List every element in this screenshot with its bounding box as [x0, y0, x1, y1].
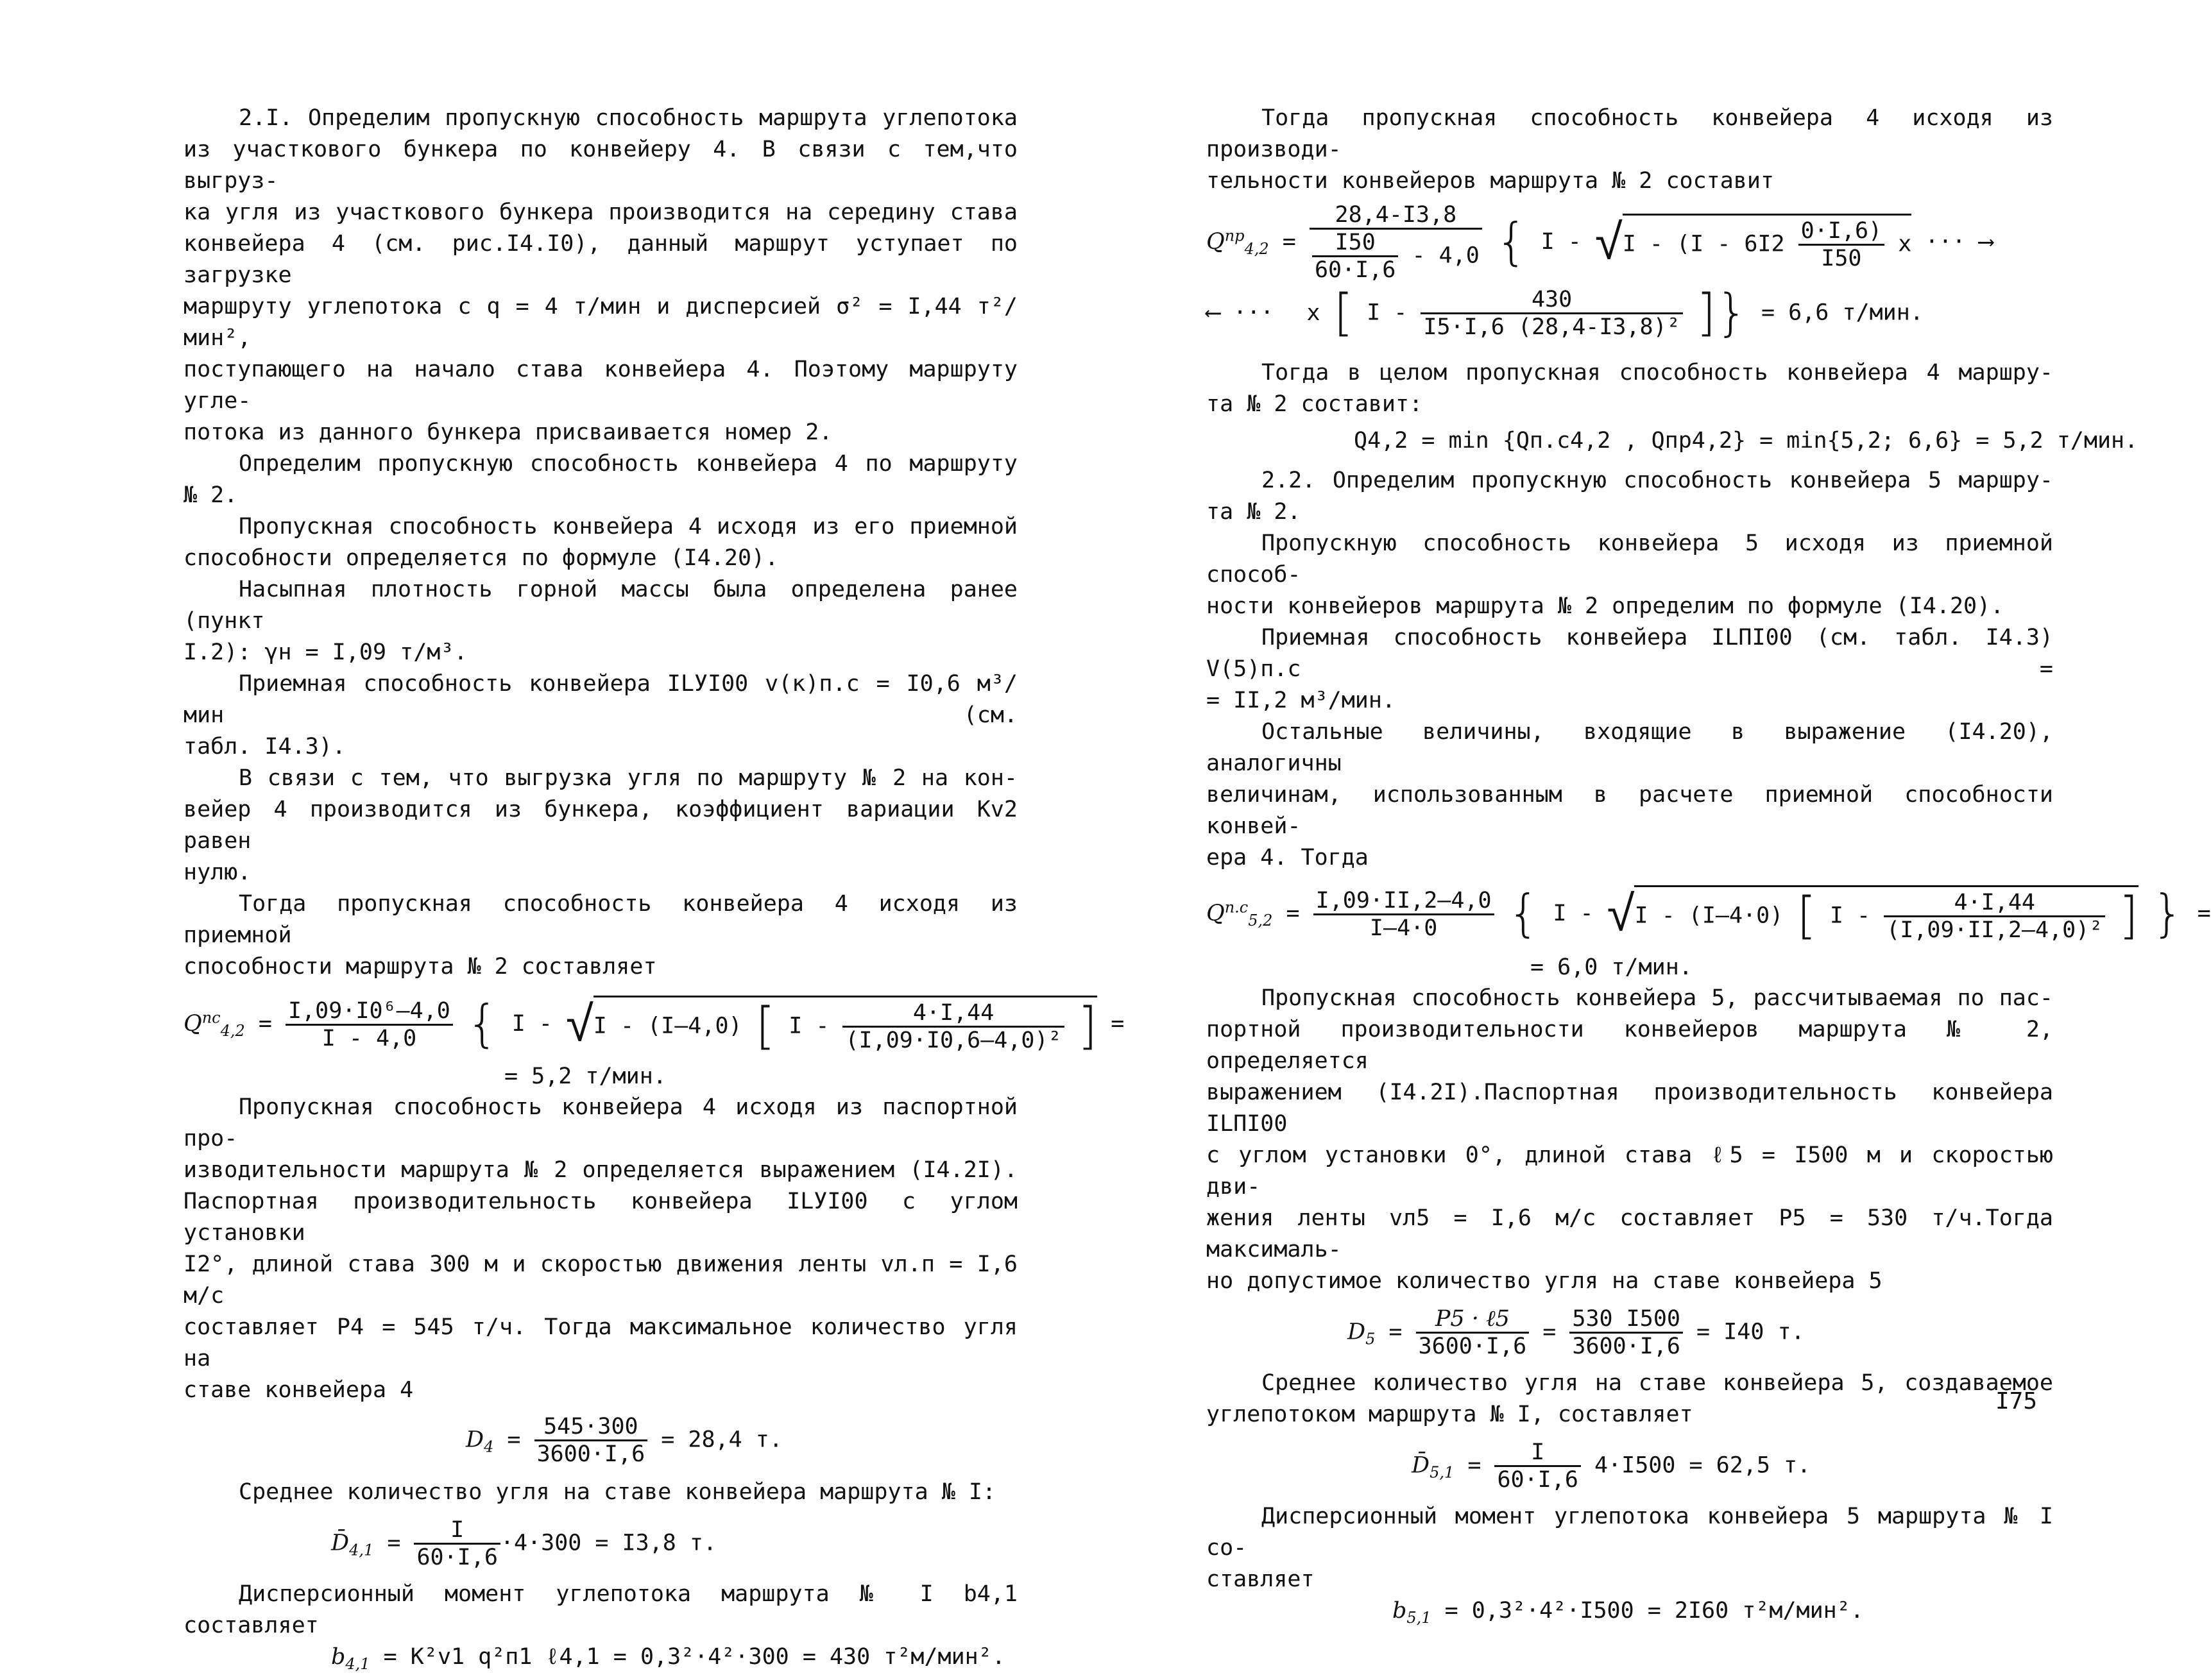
formula-b41: $b_{4,1} = K^2v1$ q²п1 ℓ4,1 = 0,3²·4²·300 = 430 т²м/мин².	[331, 1644, 1005, 1673]
left-para-priem-cap: Приемная способность конвейера ILУI00 v(к)п.с = I0,6 м³/мин (см. табл. I4.3).	[184, 671, 1018, 759]
right-para-then: Тогда пропускная способность конвейера 4 исходя из производи- тельности конвейеров маршрута № 2 составит	[1206, 105, 2053, 194]
formula-d4: $D_4$ = $\frac{545\cdot 300}{3600\cdot I,6}$ = 28,4 т.	[466, 1414, 783, 1467]
left-para-density: Насыпная плотность горной массы была определена ранее (пункт I.2): γн = I,09 т/м³.	[184, 577, 1018, 665]
formula-q42-pc: $Q^{пс}_{4,2}$ = $\frac{\text{I,09·I0⁶–4,0}}{I - 4,0}$ { I - √I - (I–4,0) [ I - $\frac{4\cdot I,44}{\text{(I,09·I0,6–4,0)²}}$ ] = = 5,2 т/мин.	[184, 983, 1018, 1092]
right-para-5-cap: Приемная способность конвейера ILПI00 (см. табл. I4.3) V(5)п.с = = II,2 м³/мин.	[1206, 625, 2053, 713]
continuation-arrow: ··· ⟶	[1925, 229, 1993, 255]
formula-d51: $D̄_{5,1}$ = $\frac{I}{60\cdot I,6}$ 4·I500 = 62,5 т.	[1412, 1439, 1811, 1493]
left-para-2-1: 2.I. Определим пропускную способность маршрута углепотока из участкового бункера по конвейеру 4. В связи с тем,что выгруз- ка угля из участкового бункера производится на середину става конвейера 4 (см. рис.I4.I0), данный маршрут уступает по загрузке маршруту углепотока с q = 4 т/мин и дисперсией σ² = I,44 т²/мин², поступающего на начало става конвейера 4. Поэтому маршруту угле- потока из данного бункера присваивается номер 2.	[184, 105, 1018, 445]
formula1-radical: I - (I–4,0) [ I - $\frac{4\cdot I,44}{\text{(I,09·I0,6–4,0)²}}$ ]	[593, 996, 1097, 1053]
formula-b51: $b_{5,1} = 0,3^2\cdot 4^2\cdot I500 = 2I60$ т²м/мин².	[1392, 1598, 1864, 1627]
right-para-5-priem: Пропускную способность конвейера 5 исходя из приемной способ- ности конвейеров маршрута № 2 определим по формуле (I4.20).	[1206, 530, 2053, 619]
formula-q52-pc: $Q^{п.с}_{5,2}$ = $\frac{I,09\cdot II,2-4,0}{I-4\cdot 0}$ { I - √I - (I–4·0) [ I - $\frac{4\cdot I,44}{\text{(I,09·II,2–4,0)²}}$ ] } = = 6,0 т/мин.	[1206, 874, 2053, 983]
formula-d41: $D̄_{4,1}$ = $\frac{I}{60\cdot I,6}$ ·4·300 = I3,8 т.	[331, 1517, 717, 1570]
continuation-arrow-back: ⟵ ···	[1206, 300, 1274, 326]
right-para-mean: Среднее количество угля на ставе конвейера 5, создаваемое углепотоком маршрута № I, составляет	[1206, 1370, 2053, 1427]
right-para-5-passport: Пропускная способность конвейера 5, рассчитываемая по пас- портной производительности конвейеров маршрута № 2, определяется выражением (I4.2I).Паспортная производительность конвейера ILПI00 с углом установки 0°, длиной става ℓ5 = I500 м и скоростью дви- жения ленты vл5 = I,6 м/с составляет P5 = 530 т/ч.Тогда максималь- но допустимое количество угля на ставе конвейера 5	[1206, 985, 2053, 1294]
formula-d5: $D_5$ = $\frac{\text{P5 · ℓ5}}{3600\cdot I,6}$ = $\frac{530 I500}{3600\cdot I,6}$ = I40 т.	[1347, 1306, 1805, 1359]
left-para-variation: В связи с тем, что выгрузка угля по маршруту № 2 на кон- вейер 4 производится из бункера, коэффициент вариации Kv2 равен нулю.	[184, 765, 1018, 885]
left-para-define: Определим пропускную способность конвейера 4 по маршруту № 2.	[184, 451, 1018, 508]
right-para-disp: Дисперсионный момент углепотока конвейера 5 маршрута № I со- ставляет	[1206, 1504, 2053, 1592]
page-number: I75	[1995, 1388, 2038, 1414]
formula2-main-fraction: 28,4-I3,8 $\frac{I50}{60\cdot I,6}$ - 4,0	[1310, 202, 1482, 283]
right-para-other: Остальные величины, входящие в выражение (I4.20), аналогичны величинам, использованным в расчете приемной способности конвей- ера 4. Тогда	[1206, 719, 2053, 870]
right-page	[1206, 103, 2211, 1634]
formula-min: Q4,2 = min {Qп.с4,2 , Qпр4,2} = min{5,2; 6,6} = 5,2 т/мин.	[1354, 428, 2138, 454]
left-page	[184, 103, 1125, 1680]
right-para-overall: Тогда в целом пропускная способность конвейера 4 маршру- та № 2 составит:	[1206, 360, 2053, 417]
left-para-disp: Дисперсионный момент углепотока маршрута № I b4,1 составляет	[184, 1581, 1018, 1638]
formula-q42-pr: $Q^{пр}_{4,2}$ = 28,4-I3,8 $\frac{I50}{60\cdot I,6}$ - 4,0 { I - √I - (I - 6I2 $\frac{0\cdot I,6)}{I50}$ x ··· ⟶ ⟵ ··· x [ I - $\frac{430}{\text{I5·I,6 (28,4-I3,8)²}}$ ]} = 6,6 т/мин.	[1206, 202, 1993, 342]
left-para-passport: Пропускная способность конвейера 4 исходя из паспортной про- изводительности маршрута № 2 определяется выражением (I4.2I). Паспортная производительность конвейера ILУI00 с углом установки I2°, длиной става 300 м и скоростью движения ленты vл.п = I,6 м/с составляет P4 = 545 т/ч. Тогда максимальное количество угля на ставе конвейера 4	[184, 1094, 1018, 1403]
formula1-main-fraction: $\frac{\text{I,09·I0⁶–4,0}}{I - 4,0}$	[286, 998, 453, 1051]
formula1-result: = 5,2 т/мин.	[504, 1064, 667, 1089]
left-para-priem: Пропускная способность конвейера 4 исходя из его приемной способности определяется по формуле (I4.20).	[184, 514, 1018, 571]
formula3-result: = 6,0 т/мин.	[1530, 955, 1693, 980]
right-para-2-2: 2.2. Определим пропускную способность конвейера 5 маршру- та № 2.	[1206, 468, 2053, 525]
left-para-then: Тогда пропускная способность конвейера 4 исходя из приемной способности маршрута № 2 составляет	[184, 891, 1018, 980]
left-para-mean: Среднее количество угля на ставе конвейера маршрута № I:	[239, 1479, 996, 1505]
